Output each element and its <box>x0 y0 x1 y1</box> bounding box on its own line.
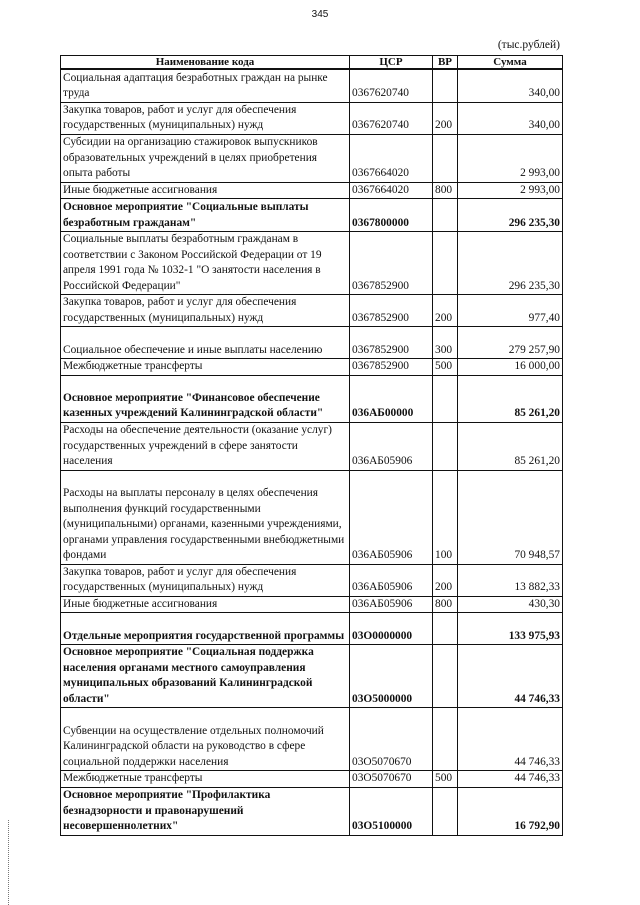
row-name: Иные бюджетные ассигнования <box>61 182 350 199</box>
row-vr: 100 <box>433 470 458 564</box>
table-row <box>61 375 563 422</box>
row-sum: 296 235,30 <box>458 199 563 232</box>
row-sum: 44 746,33 <box>458 708 563 771</box>
row-sum: 16 000,00 <box>458 359 563 376</box>
row-vr: 800 <box>433 182 458 199</box>
table-body <box>61 69 563 835</box>
table-row <box>61 232 563 295</box>
table-row <box>61 596 563 613</box>
row-csr: 036АБ05906 <box>350 564 433 596</box>
row-vr: 500 <box>433 359 458 376</box>
row-csr: 036АБ05906 <box>350 470 433 564</box>
row-vr <box>433 232 458 295</box>
row-sum: 85 261,20 <box>458 422 563 470</box>
table-row <box>61 359 563 376</box>
row-vr: 800 <box>433 596 458 613</box>
table-row <box>61 771 563 788</box>
budget-table <box>60 55 563 836</box>
margin-marks <box>8 820 11 905</box>
row-csr: 0367664020 <box>350 134 433 182</box>
row-sum: 85 261,20 <box>458 375 563 422</box>
row-sum: 44 746,33 <box>458 645 563 708</box>
row-csr: 0367664020 <box>350 182 433 199</box>
row-vr <box>433 69 458 102</box>
row-name: Социальное обеспечение и иные выплаты населению <box>61 327 350 359</box>
row-csr: 036АБ05906 <box>350 422 433 470</box>
row-csr: 0367852900 <box>350 359 433 376</box>
row-name: Субвенции на осуществление отдельных полномочий Калининградской области на руководство в сфере социальной поддержки населения <box>61 708 350 771</box>
row-sum: 279 257,90 <box>458 327 563 359</box>
row-name: Закупка товаров, работ и услуг для обеспечения государственных (муниципальных) нужд <box>61 102 350 134</box>
table-header-row <box>61 56 563 70</box>
row-name: Расходы на обеспечение деятельности (оказание услуг) государственных учреждений в сфере занятости населения <box>61 422 350 470</box>
table-row <box>61 708 563 771</box>
table-row <box>61 564 563 596</box>
page-number: 345 <box>311 9 329 20</box>
row-name: Расходы на выплаты персоналу в целях обеспечения выполнения функций государственными (муниципальными) органами, казенными учреждениями, органами управления государственными внебюджетными фондами <box>61 470 350 564</box>
table-row <box>61 295 563 327</box>
header-sum: Сумма <box>458 56 563 70</box>
table-row <box>61 102 563 134</box>
row-csr: 036АБ05906 <box>350 596 433 613</box>
row-name: Иные бюджетные ассигнования <box>61 596 350 613</box>
table-row <box>61 613 563 645</box>
row-sum: 70 948,57 <box>458 470 563 564</box>
row-csr: 03О5100000 <box>350 787 433 835</box>
row-vr <box>433 708 458 771</box>
row-name: Субсидии на организацию стажировок выпускников образовательных учреждений в целях приобретения опыта работы <box>61 134 350 182</box>
row-sum: 977,40 <box>458 295 563 327</box>
row-vr: 200 <box>433 102 458 134</box>
table-row <box>61 69 563 102</box>
row-csr: 03О5070670 <box>350 771 433 788</box>
row-name: Основное мероприятие "Социальные выплаты безработным гражданам" <box>61 199 350 232</box>
table-row <box>61 199 563 232</box>
row-vr <box>433 645 458 708</box>
row-name: Основное мероприятие "Финансовое обеспечение казенных учреждений Калининградской области" <box>61 375 350 422</box>
row-sum: 296 235,30 <box>458 232 563 295</box>
row-sum: 2 993,00 <box>458 182 563 199</box>
row-csr: 036АБ00000 <box>350 375 433 422</box>
row-name: Основное мероприятие "Социальная поддержка населения органами местного самоуправления муниципальных образований Калининградской области" <box>61 645 350 708</box>
row-csr: 0367620740 <box>350 69 433 102</box>
row-vr: 200 <box>433 564 458 596</box>
unit-note: (тыс.рублей) <box>497 39 560 51</box>
row-name: Межбюджетные трансферты <box>61 771 350 788</box>
row-sum: 133 975,93 <box>458 613 563 645</box>
table-row <box>61 470 563 564</box>
row-vr <box>433 199 458 232</box>
row-csr: 03О0000000 <box>350 613 433 645</box>
row-vr: 500 <box>433 771 458 788</box>
row-name: Отдельные мероприятия государственной программы <box>61 613 350 645</box>
row-sum: 16 792,90 <box>458 787 563 835</box>
row-csr: 03О5070670 <box>350 708 433 771</box>
row-csr: 0367852900 <box>350 327 433 359</box>
row-csr: 03О5000000 <box>350 645 433 708</box>
row-vr: 300 <box>433 327 458 359</box>
row-name: Закупка товаров, работ и услуг для обеспечения государственных (муниципальных) нужд <box>61 295 350 327</box>
row-csr: 0367800000 <box>350 199 433 232</box>
row-vr: 200 <box>433 295 458 327</box>
row-sum: 430,30 <box>458 596 563 613</box>
row-sum: 340,00 <box>458 69 563 102</box>
row-name: Социальные выплаты безработным гражданам в соответствии с Законом Российской Федерации от 19 апреля 1991 года № 1032-1 "О занятости населения в Российской Федерации" <box>61 232 350 295</box>
table-row <box>61 422 563 470</box>
table-row <box>61 645 563 708</box>
header-vr: ВР <box>433 56 458 70</box>
row-name: Социальная адаптация безработных граждан на рынке труда <box>61 69 350 102</box>
header-csr: ЦСР <box>350 56 433 70</box>
table-row <box>61 134 563 182</box>
table-row <box>61 787 563 835</box>
row-sum: 44 746,33 <box>458 771 563 788</box>
row-vr <box>433 375 458 422</box>
row-vr <box>433 787 458 835</box>
table-row <box>61 327 563 359</box>
row-csr: 0367620740 <box>350 102 433 134</box>
row-name: Межбюджетные трансферты <box>61 359 350 376</box>
row-name: Закупка товаров, работ и услуг для обеспечения государственных (муниципальных) нужд <box>61 564 350 596</box>
row-vr <box>433 422 458 470</box>
row-vr <box>433 134 458 182</box>
row-csr: 0367852900 <box>350 295 433 327</box>
row-name: Основное мероприятие "Профилактика безнадзорности и правонарушений несовершеннолетних" <box>61 787 350 835</box>
row-sum: 2 993,00 <box>458 134 563 182</box>
header-name: Наименование кода <box>61 56 350 70</box>
row-csr: 0367852900 <box>350 232 433 295</box>
row-sum: 13 882,33 <box>458 564 563 596</box>
table-row <box>61 182 563 199</box>
row-sum: 340,00 <box>458 102 563 134</box>
row-vr <box>433 613 458 645</box>
